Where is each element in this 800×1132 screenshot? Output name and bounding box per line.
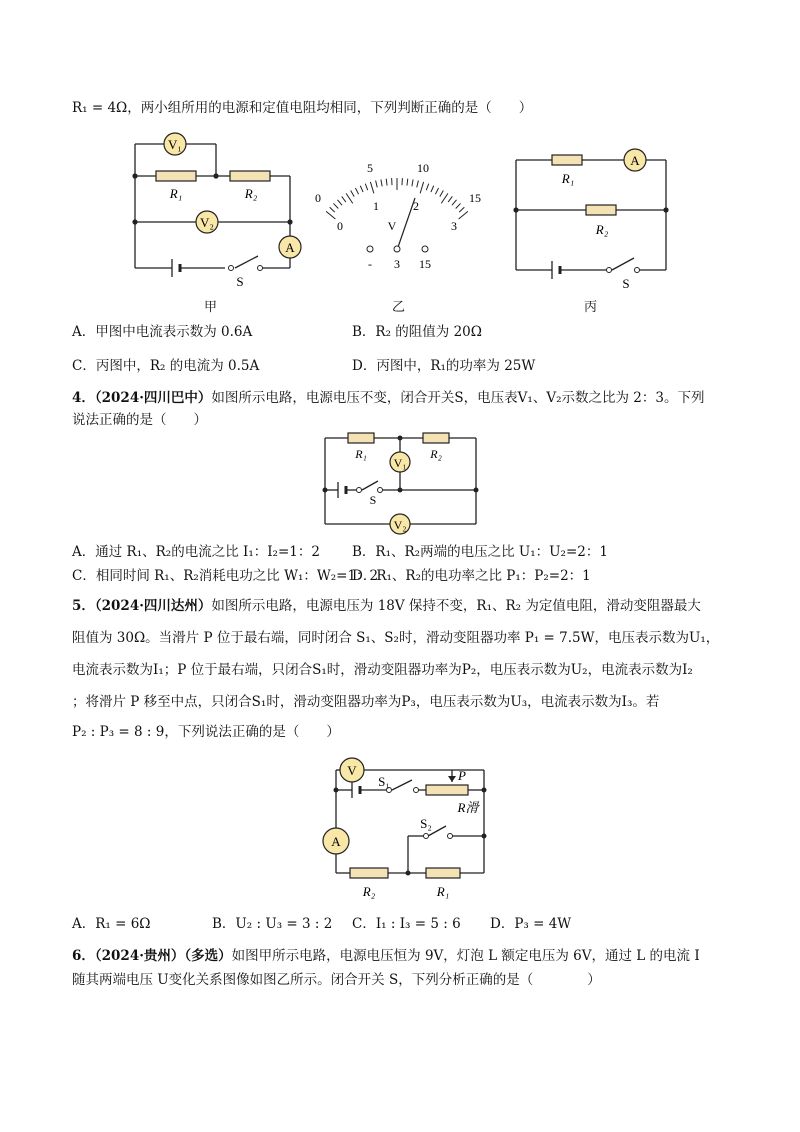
dial-tick [435,188,438,194]
q4-head: 4．（2024·四川巴中） [72,390,212,406]
svg-text:15: 15 [469,191,481,205]
voltmeter-dial-yi [310,150,480,280]
q3-intro: R₁ = 4Ω，两小组所用的电源和定值电阻均相同，下列判断正确的是（ ） [72,100,533,116]
svg-text:3: 3 [394,257,400,271]
svg-text:S₁: S₁ [378,774,390,789]
dial-tick [407,179,408,186]
svg-text:V: V [347,763,357,778]
q6-head: 6．（2024·贵州）（多选） [72,948,232,964]
q6-text1: 如图甲所示电路，电源电压恒为 9V，灯泡 L 额定电压为 6V，通过 L 的电流 I [231,948,700,964]
dial-tick [420,182,423,193]
q4-line1 [72,388,704,408]
dial-tick [330,207,335,212]
dial-tick [417,181,419,188]
dial-tick [386,179,387,186]
dial-tick [441,193,448,203]
q4-text1: 如图所示电路，电源电压不变，闭合开关S，电压表V₁、V₂示数之比为 2：3。下列 [211,390,705,406]
dial-tick [326,211,335,219]
q4-option-d: D．R₁、R₂的电功率之比 P₁：P₂=2：1 [352,568,591,584]
dial-tick [376,181,378,188]
q5-text1: 如图所示电路，电源电压为 18V 保持不变，R₁、R₂ 为定值电阻，滑动变阻器最大 [211,598,701,614]
circuit-bing [510,146,680,291]
circuit-q4 [318,430,488,535]
svg-text:15: 15 [419,257,431,271]
q5-text2: 阻值为 30Ω。当滑片 P 位于最右端，同时闭合 S₁、S₂时，滑动变阻器功率 P₁ = 7.5W，电压表示数为U₁， [72,630,720,646]
q4-option-b: B．R₁、R₂两端的电压之比 U₁：U₂=2：1 [352,544,608,560]
q5-option-b: B．U₂ : U₃ = 3 : 2 [212,916,333,932]
q5-option-a: A．R₁ = 6Ω [72,916,151,932]
switch-label: S [236,274,244,289]
dial-tick [346,193,353,203]
svg-text:R₂: R₂ [595,222,609,237]
svg-text:S: S [622,276,630,291]
dial-tick [355,188,358,194]
circuit-jia [120,126,310,296]
q5-head: 5．（2024·四川达州） [72,598,212,614]
svg-text:R滑: R滑 [457,800,479,815]
r1-label: R₁ [169,186,183,201]
dial-tick [452,200,457,205]
svg-text:0: 0 [337,219,343,233]
svg-text:10: 10 [417,161,429,175]
q6-text2: 随其两端电压 U变化关系图像如图乙所示。闭合开关 S，下列分析正确的是（ ） [72,972,601,988]
svg-text:R₂: R₂ [362,884,376,899]
svg-text:S₂: S₂ [420,816,432,831]
svg-text:2: 2 [413,199,419,213]
caption-yi: 乙 [392,300,406,315]
svg-text:R₁: R₁ [436,884,450,899]
svg-text:A: A [331,834,341,849]
dial-tick [426,184,428,191]
circuit-q5 [316,756,496,906]
v1-label: V₁ [168,137,182,152]
dial-tick [448,196,452,202]
q3-option-a: A．甲图中电流表示数为 0.6A [72,324,253,340]
ammeter-label: A [285,240,295,255]
dial-tick [459,207,464,212]
svg-text:5: 5 [367,161,373,175]
dial-tick [459,211,468,219]
q3-option-c: C．丙图中，R₂ 的电流为 0.5A [72,358,260,374]
dial-tick [381,179,382,186]
dial-tick [333,203,338,208]
dial-tick [370,182,373,193]
q5-text3: 电流表示数为I₁；P 位于最右端，只闭合S₁时，滑动变阻器功率为P₂，电压表示数为U₂，电流表示数为I₂ [72,662,693,678]
dial-tick [412,179,413,186]
dial-tick [456,203,461,208]
dial-tick [337,200,342,205]
svg-text:R₂: R₂ [430,447,442,461]
dial-tick [351,191,355,197]
dial-tick [440,191,444,197]
q3-option-d: D．丙图中，R₁的功率为 25W [352,358,536,374]
q5-text5: P₂ : P₃ = 8 : 9，下列说法正确的是（ ） [72,724,340,740]
caption-bing: 丙 [584,300,598,315]
dial-tick [365,184,367,191]
svg-text:V: V [387,219,397,233]
svg-text:R₁: R₁ [561,171,575,186]
svg-text:0: 0 [315,191,321,205]
q6-line1 [72,946,700,966]
q5-option-d: D．P₃ = 4W [490,916,572,932]
q4-option-c: C．相同时间 R₁、R₂消耗电功之比 W₁：W₂=1：2 [72,568,379,584]
q5-text4: ；将滑片 P 移至中点，只闭合S₁时，滑动变阻器功率为P₃，电压表示数为U₃，电流表示数为I₃。若 [72,694,660,710]
q4-option-a: A．通过 R₁、R₂的电流之比 I₁：I₂=1：2 [72,544,320,560]
r2-label: R₂ [244,186,258,201]
dial-tick [360,186,363,192]
dial-tick [431,186,434,192]
q5-line1 [72,596,701,616]
q4-text2: 说法正确的是（ ） [72,412,207,428]
q5-option-c: C．I₁ : I₃ = 5 : 6 [352,916,461,932]
svg-text:R₁: R₁ [355,447,367,461]
svg-text:3: 3 [451,219,457,233]
caption-jia: 甲 [204,300,218,315]
svg-text:S: S [369,493,377,507]
dial-tick [342,196,346,202]
svg-text:A: A [630,153,640,168]
v2-label: V₂ [200,215,214,230]
svg-text:-: - [368,257,372,271]
q3-option-b: B．R₂ 的阻值为 20Ω [352,324,482,340]
svg-text:V₁: V₁ [393,456,407,470]
svg-text:V₂: V₂ [393,518,407,532]
svg-text:1: 1 [373,199,379,213]
svg-text:P: P [458,768,466,783]
